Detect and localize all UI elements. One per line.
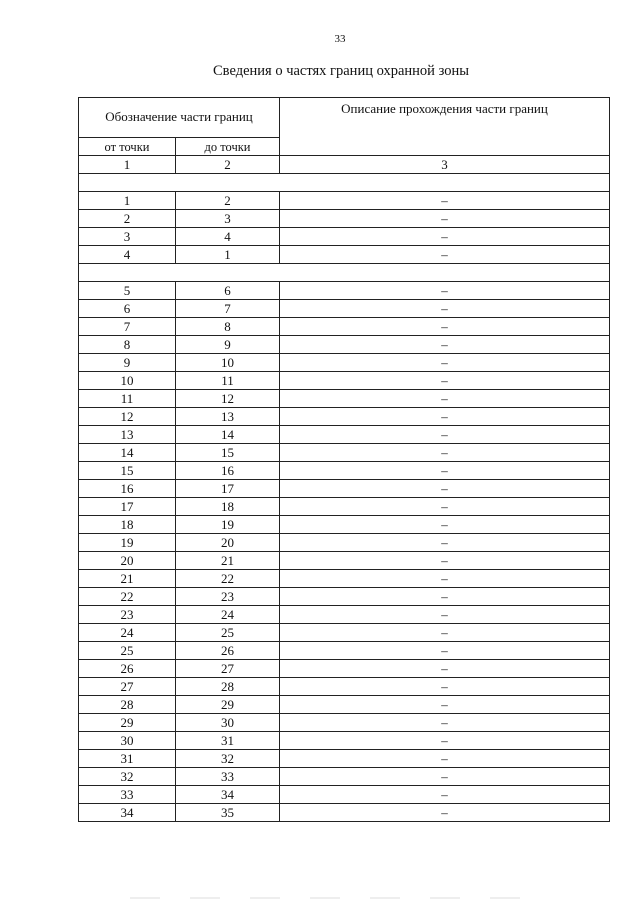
description-cell: – (280, 408, 610, 426)
from-point-cell: 24 (79, 624, 176, 642)
description-cell: – (280, 696, 610, 714)
table-row (79, 516, 610, 534)
table-row (79, 678, 610, 696)
description-cell: – (280, 660, 610, 678)
description-cell: – (280, 552, 610, 570)
page-number: 33 (334, 33, 346, 45)
description-cell: – (280, 228, 610, 246)
table-row (79, 804, 610, 822)
description-cell: – (280, 534, 610, 552)
from-point-cell: 18 (79, 516, 176, 534)
table-row (79, 192, 610, 210)
boundary-parts-table (78, 97, 610, 822)
from-point-cell: 4 (79, 246, 176, 264)
table-row (79, 570, 610, 588)
from-point-cell: 11 (79, 390, 176, 408)
table-row (79, 336, 610, 354)
table-row (79, 300, 610, 318)
table-body (79, 174, 610, 822)
header-to-point: до точки (176, 138, 280, 156)
to-point-cell: 8 (176, 318, 280, 336)
table-row (79, 246, 610, 264)
description-cell: – (280, 750, 610, 768)
from-point-cell: 12 (79, 408, 176, 426)
from-point-cell: 30 (79, 732, 176, 750)
table-row (79, 408, 610, 426)
table-row (79, 624, 610, 642)
to-point-cell: 32 (176, 750, 280, 768)
table-row (79, 588, 610, 606)
from-point-cell: 29 (79, 714, 176, 732)
description-cell: – (280, 804, 610, 822)
from-point-cell: 9 (79, 354, 176, 372)
to-point-cell: 24 (176, 606, 280, 624)
to-point-cell: 34 (176, 786, 280, 804)
from-point-cell: 19 (79, 534, 176, 552)
from-point-cell: 1 (79, 192, 176, 210)
header-boundary-description (280, 98, 610, 156)
to-point-cell: 7 (176, 300, 280, 318)
to-point-cell: 6 (176, 282, 280, 300)
table-row (79, 768, 610, 786)
to-point-cell: 13 (176, 408, 280, 426)
description-cell: – (280, 768, 610, 786)
table-row (79, 210, 610, 228)
description-cell: – (280, 714, 610, 732)
to-point-cell: 25 (176, 624, 280, 642)
to-point-cell: 31 (176, 732, 280, 750)
description-cell: – (280, 192, 610, 210)
description-cell: – (280, 480, 610, 498)
header-boundary-designation-label: Обозначение части границ (105, 108, 253, 124)
to-point-cell: 27 (176, 660, 280, 678)
description-cell: – (280, 444, 610, 462)
to-point-cell: 1 (176, 246, 280, 264)
to-point-cell: 21 (176, 552, 280, 570)
from-point-cell: 8 (79, 336, 176, 354)
table-row (79, 714, 610, 732)
from-point-cell: 3 (79, 228, 176, 246)
to-point-cell: 33 (176, 768, 280, 786)
table-row (79, 480, 610, 498)
from-point-cell: 17 (79, 498, 176, 516)
from-point-cell: 14 (79, 444, 176, 462)
description-cell: – (280, 462, 610, 480)
column-number-3: 3 (280, 156, 610, 174)
description-cell: – (280, 426, 610, 444)
from-point-cell: 2 (79, 210, 176, 228)
table-row (79, 534, 610, 552)
table-row (79, 642, 610, 660)
column-number-1: 1 (79, 156, 176, 174)
header-boundary-description-label: Описание прохождения части границ (341, 101, 548, 116)
description-cell: – (280, 300, 610, 318)
from-point-cell: 6 (79, 300, 176, 318)
to-point-cell: 16 (176, 462, 280, 480)
description-cell: – (280, 246, 610, 264)
to-point-cell: 23 (176, 588, 280, 606)
table-row (79, 462, 610, 480)
table-row (79, 786, 610, 804)
to-point-cell: 14 (176, 426, 280, 444)
to-point-cell: 9 (176, 336, 280, 354)
description-cell: – (280, 624, 610, 642)
description-cell: – (280, 732, 610, 750)
to-point-cell: 22 (176, 570, 280, 588)
table-row (79, 552, 610, 570)
to-point-cell: 4 (176, 228, 280, 246)
to-point-cell: 20 (176, 534, 280, 552)
group-separator-row (79, 264, 610, 282)
description-cell: – (280, 336, 610, 354)
from-point-cell: 23 (79, 606, 176, 624)
from-point-cell: 5 (79, 282, 176, 300)
to-point-cell: 19 (176, 516, 280, 534)
from-point-cell: 32 (79, 768, 176, 786)
description-cell: – (280, 570, 610, 588)
to-point-cell: 12 (176, 390, 280, 408)
from-point-cell: 22 (79, 588, 176, 606)
description-cell: – (280, 642, 610, 660)
to-point-cell: 35 (176, 804, 280, 822)
description-cell: – (280, 372, 610, 390)
from-point-cell: 34 (79, 804, 176, 822)
from-point-cell: 13 (79, 426, 176, 444)
to-point-cell: 11 (176, 372, 280, 390)
from-point-cell: 26 (79, 660, 176, 678)
table-row (79, 228, 610, 246)
from-point-cell: 25 (79, 642, 176, 660)
group-separator-cell (79, 174, 610, 192)
description-cell: – (280, 354, 610, 372)
from-point-cell: 7 (79, 318, 176, 336)
from-point-cell: 21 (79, 570, 176, 588)
group-separator-cell (79, 264, 610, 282)
description-cell: – (280, 318, 610, 336)
table-row (79, 660, 610, 678)
to-point-cell: 3 (176, 210, 280, 228)
table-row (79, 354, 610, 372)
description-cell: – (280, 588, 610, 606)
group-separator-row (79, 174, 610, 192)
description-cell: – (280, 606, 610, 624)
description-cell: – (280, 516, 610, 534)
table-row (79, 426, 610, 444)
description-cell: – (280, 678, 610, 696)
to-point-cell: 18 (176, 498, 280, 516)
to-point-cell: 28 (176, 678, 280, 696)
column-number-2: 2 (176, 156, 280, 174)
table-row (79, 444, 610, 462)
header-boundary-designation (79, 98, 280, 138)
from-point-cell: 31 (79, 750, 176, 768)
table-row (79, 696, 610, 714)
table-row (79, 318, 610, 336)
to-point-cell: 2 (176, 192, 280, 210)
description-cell: – (280, 786, 610, 804)
to-point-cell: 10 (176, 354, 280, 372)
table-row (79, 372, 610, 390)
table-row (79, 390, 610, 408)
description-cell: – (280, 210, 610, 228)
table-row (79, 282, 610, 300)
document-title: Сведения о частях границ охранной зоны (213, 63, 469, 79)
table-row (79, 606, 610, 624)
from-point-cell: 16 (79, 480, 176, 498)
scan-artifact (130, 897, 550, 899)
to-point-cell: 29 (176, 696, 280, 714)
from-point-cell: 28 (79, 696, 176, 714)
description-cell: – (280, 282, 610, 300)
to-point-cell: 30 (176, 714, 280, 732)
from-point-cell: 33 (79, 786, 176, 804)
from-point-cell: 27 (79, 678, 176, 696)
to-point-cell: 26 (176, 642, 280, 660)
header-from-point: от точки (79, 138, 176, 156)
description-cell: – (280, 498, 610, 516)
description-cell: – (280, 390, 610, 408)
from-point-cell: 10 (79, 372, 176, 390)
table-row (79, 732, 610, 750)
table-row (79, 750, 610, 768)
from-point-cell: 15 (79, 462, 176, 480)
to-point-cell: 17 (176, 480, 280, 498)
from-point-cell: 20 (79, 552, 176, 570)
to-point-cell: 15 (176, 444, 280, 462)
table-row (79, 498, 610, 516)
